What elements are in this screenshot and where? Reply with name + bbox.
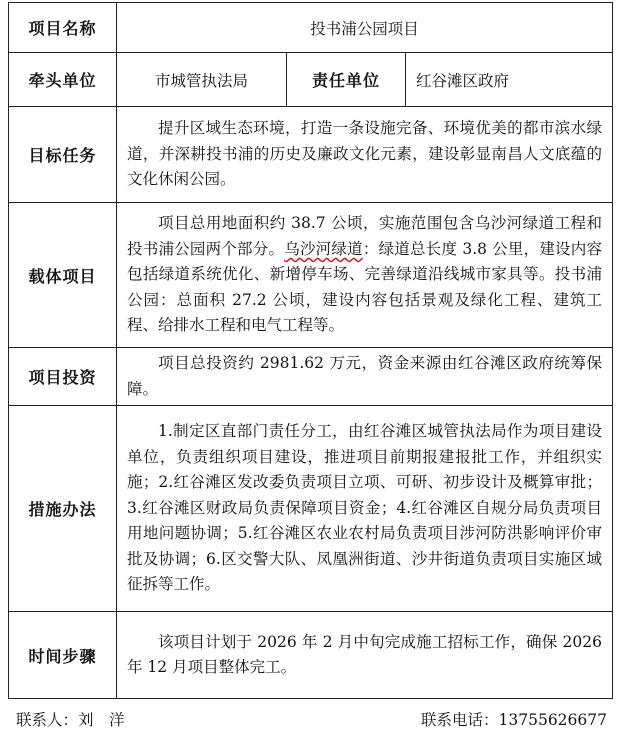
goal-text: 提升区域生态环境，打造一条设施完备、环境优美的都市滨水绿道，并深耕投书浦的历史及廉政文化元素，建设彰显南昌人文底蕴的文化休闲公园。 <box>117 107 613 203</box>
schedule-label: 时间步骤 <box>9 612 117 699</box>
investment-text: 项目总投资约 2981.62 万元，资金来源由红谷滩区政府统筹保障。 <box>117 348 613 406</box>
carrier-text-part-a: 项目总用地面积约 38.7 公顷，实施范围包含乌沙河绿道工程和投书浦公园两个部分。 <box>127 214 603 258</box>
contact-footer <box>16 708 607 730</box>
contact-phone: 联系电话：13755626677 <box>421 711 607 729</box>
goal-label: 目标任务 <box>9 107 117 203</box>
row-schedule <box>9 612 613 699</box>
row-measures <box>9 406 613 612</box>
carrier-text-part-b: ：绿道总长度 3.8 公里，建设内容包括绿道系统优化、新增停车场、完善绿道沿线城市家具等。投书浦公园：总面积 27.2 公顷，建设内容包括景观及绿化工程、建筑工程、给排水工程和电气工程等。 <box>127 239 603 335</box>
project-name-value: 投书浦公园项目 <box>117 3 613 53</box>
carrier-highlight: 乌沙河绿道 <box>284 239 363 258</box>
row-carrier <box>9 203 613 348</box>
responsible-unit-label: 责任单位 <box>287 53 406 107</box>
lead-unit-value: 市城管执法局 <box>117 53 287 107</box>
row-project-name <box>9 3 613 53</box>
measures-label: 措施办法 <box>9 406 117 612</box>
row-investment <box>9 348 613 406</box>
carrier-text <box>117 203 613 348</box>
responsible-unit-value: 红谷滩区政府 <box>406 53 613 107</box>
project-name-label: 项目名称 <box>9 3 117 53</box>
investment-label: 项目投资 <box>9 348 117 406</box>
project-info-table <box>8 2 613 699</box>
row-goal <box>9 107 613 203</box>
measures-text: 1.制定区直部门责任分工，由红谷滩区城管执法局作为项目建设单位，负责组织项目建设，推进项目前期报建报批工作，并组织实施；2.红谷滩区发改委负责项目立项、可研、初步设计及概算审批；3.红谷滩区财政局负责保障项目资金；4.红谷滩区自规分局负责项目用地问题协调；5.红谷滩区农业农村局负责项目涉河防洪影响评价审批及协调；6.区交警大队、凤凰洲街道、沙井街道负责项目实施区域征拆等工作。 <box>117 406 613 612</box>
carrier-label: 载体项目 <box>9 203 117 348</box>
lead-unit-label: 牵头单位 <box>9 53 117 107</box>
contact-person: 联系人：刘 洋 <box>16 711 125 729</box>
schedule-text: 该项目计划于 2026 年 2 月中旬完成施工招标工作，确保 2026 年 12 月项目整体完工。 <box>117 612 613 699</box>
row-units <box>9 53 613 107</box>
